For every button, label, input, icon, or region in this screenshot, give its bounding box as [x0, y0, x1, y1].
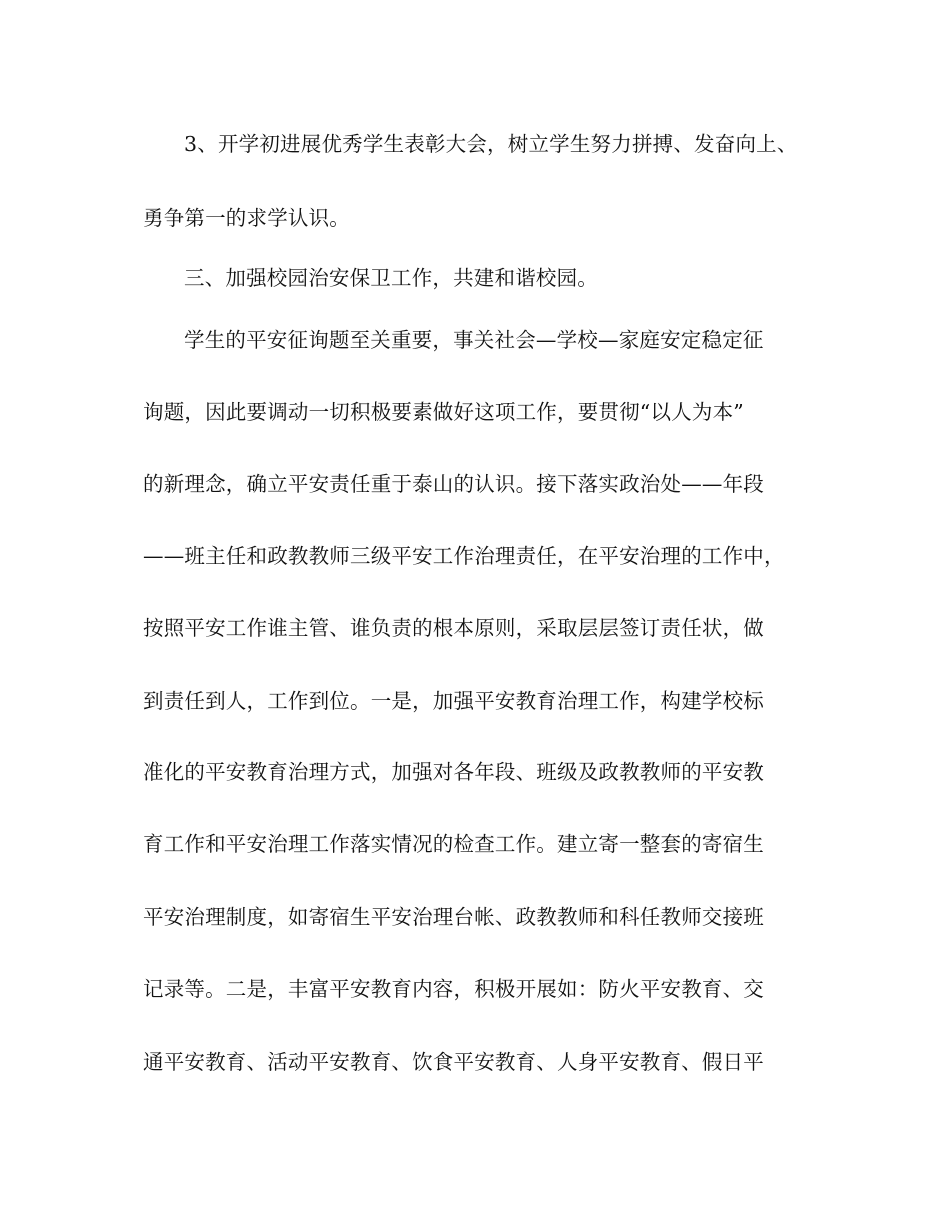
text-line: 到责任到人，工作到位。一是，加强平安教育治理工作，构建学校标 [143, 689, 764, 713]
text-line: ——班主任和政教教师三级平安工作治理责任，在平安治理的工作中， [143, 544, 785, 568]
text-line: 通平安教育、活动平安教育、饮食平安教育、人身平安教育、假日平 [143, 1050, 764, 1074]
text-line: 3、开学初进展优秀学生表彰大会，树立学生努力拼搏、发奋向上、 [184, 132, 798, 156]
text-line: 平安治理制度，如寄宿生平安治理台帐、政教教师和科任教师交接班 [143, 905, 764, 929]
section-heading: 三、加强校园治安保卫工作，共建和谐校园。 [184, 266, 598, 290]
text-line: 育工作和平安治理工作落实情况的检查工作。建立寄一整套的寄宿生 [143, 832, 764, 856]
text-line: 勇争第一的求学认识。 [143, 206, 350, 230]
text-line: 记录等。二是，丰富平安教育内容，积极开展如：防火平安教育、交 [143, 977, 764, 1001]
text-line: 询题，因此要调动一切积极要素做好这项工作，要贯彻“以人为本” [143, 400, 744, 424]
text-line: 准化的平安教育治理方式，加强对各年段、班级及政教教师的平安教 [143, 760, 764, 784]
text-line: 按照平安工作谁主管、谁负责的根本原则，采取层层签订责任状，做 [143, 616, 764, 640]
text-line: 学生的平安征询题至关重要，事关社会—学校—家庭安定稳定征 [184, 328, 764, 352]
text-line: 的新理念，确立平安责任重于泰山的认识。接下落实政治处——年段 [143, 472, 764, 496]
